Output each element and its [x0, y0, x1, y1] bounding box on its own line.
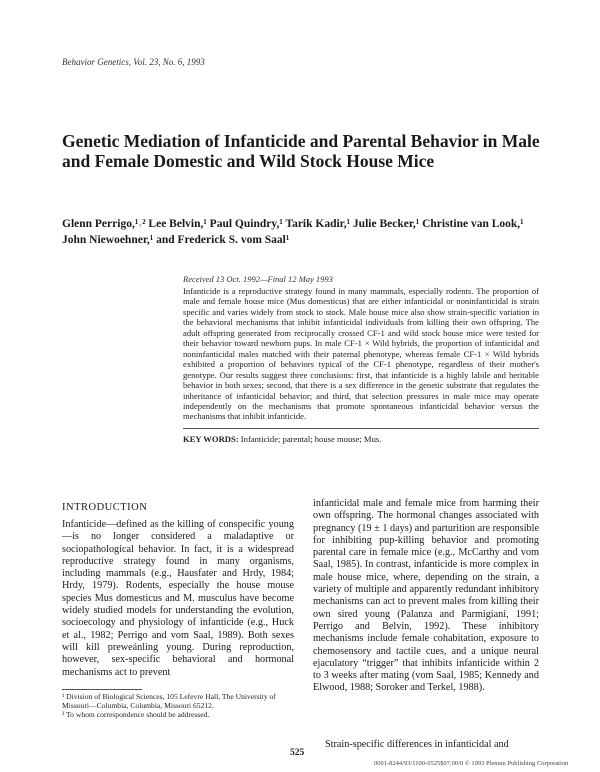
received-dates: Received 13 Oct. 1992—Final 12 May 1993 [183, 274, 333, 284]
keywords-label: KEY WORDS: [183, 434, 239, 444]
copyright-line: 0001-8244/93/1100-0525$07.00/0 © 1993 Plenum Publishing Corporation [374, 760, 569, 767]
keywords-text: Infanticide; parental; house mouse; Mus. [240, 434, 382, 444]
journal-citation: Behavior Genetics, Vol. 23, No. 6, 1993 [62, 57, 205, 67]
abstract: Infanticide is a reproductive strategy found in many mammals, especially rodents. The proportion of male and female house mice (Mus domesticus) that are either infanticidal or noninfanticidal is strain specific and varies widely from stock to stock. Male house mice also show strain-specific variation in the behavioral mechanisms that inhibit infanticidal individuals from killing their own offspring. The adult offspring generated from reciprocally crossed CF-1 and wild stock house mice were tested for their behavior toward newborn pups. In male CF-1 × Wild hybrids, the proportion of infanticidal and noninfanticidal males matched with their paternal phenotype, whereas female CF-1 × Wild hybrids exhibited a proportion of behaviors typical of the CF-1 phenotype, regardless of their mother's genotype. Our results suggest three conclusions: first, that infanticide is a highly labile and heritable behavior in both sexes; second, that there is a sex difference in the genetic substrate that regulates the inheritance of infanticidal behavior; and third, that selection pressures in male mice may operate independently on the mechanisms that promote spontaneous infanticidal behavior versus the mechanisms that inhibit infanticide. [183, 286, 539, 422]
page-number: 525 [290, 748, 305, 758]
intro-paragraph-right-continued: Strain-specific differences in infanticidal and [325, 739, 509, 750]
intro-paragraph-left: Infanticide—defined as the killing of conspecific young—is no longer considered a maladaptive or sociopathological behavior. In fact, it is a widespread reproductive strategy found in many organisms, including mammals (e.g., Hausfater and Hrdy, 1984; Hrdy, 1979). Rodents, especially the house mouse species Mus domesticus and M. musculus have become widely studied models for understanding the evolution, socioecology and physiology of infanticide (e.g., Huck et al., 1982; Perrigo and vom Saal, 1989). Both sexes will kill preweánling young. During reproduction, however, sex-specific behavioral and hormonal mechanisms act to prevent [62, 519, 294, 678]
author-list: Glenn Perrigo,¹˒² Lee Belvin,¹ Paul Quindry,¹ Tarik Kadir,¹ Julie Becker,¹ Christine van Look,¹ John Niewoehner,¹ and Frederick S. vom Saal¹ [62, 218, 524, 246]
footnotes [62, 692, 294, 720]
keywords-divider [183, 428, 539, 429]
section-heading-introduction: INTRODUCTION [62, 502, 148, 513]
footnote-correspondence: ² To whom correspondence should be addressed. [62, 710, 210, 720]
article-title: Genetic Mediation of Infanticide and Parental Behavior in Male and Female Domestic and Wild Stock House Mice [62, 131, 540, 171]
footnote-divider [62, 689, 142, 690]
footnote-affiliation: ¹ Division of Biological Sciences, 105 Lefevre Hall, The University of Missouri—Columbia, Columbia, Missouri 65212. [62, 692, 276, 711]
intro-paragraph-right: infanticidal male and female mice from harming their own offspring. The hormonal changes associated with pregnancy (19 ± 1 days) and parturition are responsible for inhibiting pup-killing behavior and promoting parental care in female mice (e.g., McCarthy and vom Saal, 1985). In contrast, infanticide is more complex in male house mice, where, depending on the strain, a variety of multiple and apparently redundant inhibitory mechanisms can act to prevent males from killing their own sired young (Palanza and Parmigiani, 1991; Perrigo and Belvin, 1992). These inhibitory mechanisms include female cohabitation, exposure to chemosensory and tactile cues, and a unique neural ejaculatory “trigger” that inhibits infanticide within 2 to 3 weeks after mating (vom Saal, 1985; Kennedy and Elwood, 1988; Soroker and Terkel, 1988). [313, 498, 539, 694]
keywords-line [183, 434, 539, 444]
